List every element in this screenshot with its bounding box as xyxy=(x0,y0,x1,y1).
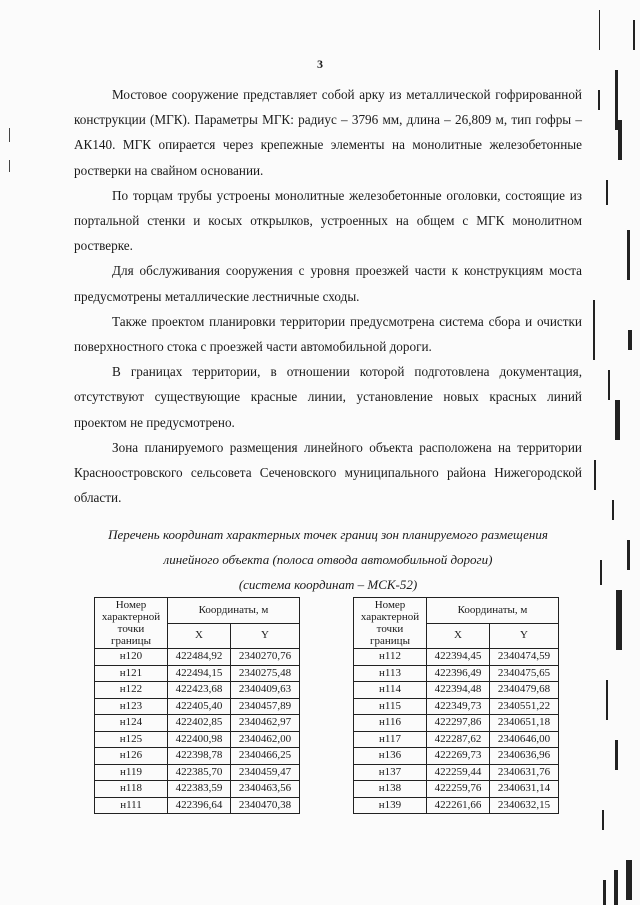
scan-artifact xyxy=(594,460,596,490)
cell-x: 422385,70 xyxy=(168,764,231,781)
scan-artifact xyxy=(615,400,620,440)
cell-x: 422383,59 xyxy=(168,781,231,798)
scan-artifact xyxy=(608,370,610,400)
table-row xyxy=(354,748,559,765)
cell-point: н118 xyxy=(95,781,168,798)
cell-y: 2340457,89 xyxy=(231,698,300,715)
scan-artifact xyxy=(614,870,618,905)
scan-artifact xyxy=(602,810,604,830)
paragraph-red-lines: В границах территории, в отношении которой подготовлена документация, отсутствуют существующие красные линии, установление новых красных линий проектом не предусмотрено. xyxy=(74,364,582,430)
table-row xyxy=(95,715,300,732)
cell-y: 2340270,76 xyxy=(231,649,300,666)
cell-point: н114 xyxy=(354,682,427,699)
cell-y: 2340475,65 xyxy=(490,665,559,682)
header-point: Номер характерной точки границы xyxy=(95,598,168,649)
table-caption xyxy=(74,522,582,597)
cell-x: 422423,68 xyxy=(168,682,231,699)
cell-x: 422259,44 xyxy=(427,764,490,781)
cell-x: 422484,92 xyxy=(168,649,231,666)
cell-x: 422400,98 xyxy=(168,731,231,748)
cell-y: 2340409,63 xyxy=(231,682,300,699)
header-y: Y xyxy=(231,623,300,649)
header-y: Y xyxy=(490,623,559,649)
table-row xyxy=(95,682,300,699)
header-point: Номер характерной точки границы xyxy=(354,598,427,649)
page-number: 3 xyxy=(317,57,323,71)
scan-artifact xyxy=(603,880,606,905)
cell-y: 2340479,68 xyxy=(490,682,559,699)
cell-point: н119 xyxy=(95,764,168,781)
header-coords: Координаты, м xyxy=(427,598,559,624)
paragraph-bridge-structure: Мостовое сооружение представляет собой арку из металлической гофрированной конструкции (МГК). Параметры МГК: радиус – 3796 мм, длина – 26,809 м, тип гофры – АК140. МГК опирается через крепежные элементы на монолитные железобетонные ростверки на свайном основании. xyxy=(74,87,582,178)
cell-y: 2340651,18 xyxy=(490,715,559,732)
cell-y: 2340275,48 xyxy=(231,665,300,682)
cell-x: 422297,86 xyxy=(427,715,490,732)
table-row xyxy=(95,731,300,748)
scan-artifact xyxy=(627,230,630,280)
table-row xyxy=(95,797,300,814)
cell-x: 422494,15 xyxy=(168,665,231,682)
scan-artifact xyxy=(600,560,602,585)
scan-artifact xyxy=(626,860,632,900)
cell-point: н124 xyxy=(95,715,168,732)
scan-artifact xyxy=(606,180,608,205)
cell-y: 2340463,56 xyxy=(231,781,300,798)
table-row xyxy=(354,649,559,666)
table-row xyxy=(354,715,559,732)
table-row xyxy=(95,649,300,666)
scan-artifact xyxy=(606,680,608,720)
coordinates-table-right xyxy=(353,597,559,814)
cell-point: н125 xyxy=(95,731,168,748)
table-row xyxy=(354,781,559,798)
scan-artifact xyxy=(9,160,10,172)
table-row xyxy=(95,748,300,765)
cell-y: 2340459,47 xyxy=(231,764,300,781)
cell-point: н116 xyxy=(354,715,427,732)
cell-point: н136 xyxy=(354,748,427,765)
cell-x: 422259,76 xyxy=(427,781,490,798)
cell-y: 2340462,00 xyxy=(231,731,300,748)
cell-point: н115 xyxy=(354,698,427,715)
cell-x: 422402,85 xyxy=(168,715,231,732)
cell-point: н121 xyxy=(95,665,168,682)
cell-point: н117 xyxy=(354,731,427,748)
cell-x: 422394,45 xyxy=(427,649,490,666)
scan-margin-artifacts xyxy=(580,0,640,905)
cell-x: 422349,73 xyxy=(427,698,490,715)
paragraph-drainage: Также проектом планировки территории предусмотрена система сбора и очистки поверхностного стока с проезжей части автомобильной дороги. xyxy=(74,313,582,355)
table-row xyxy=(95,665,300,682)
scan-artifact xyxy=(633,20,635,50)
cell-x: 422394,48 xyxy=(427,682,490,699)
scan-artifact xyxy=(627,540,630,570)
caption-line-2: линейного объекта (полоса отвода автомобильной дороги) xyxy=(163,552,493,567)
paragraph-stairs: Для обслуживания сооружения с уровня проезжей части к конструкциям моста предусмотрены металлические лестничные сходы. xyxy=(74,263,582,304)
cell-y: 2340636,96 xyxy=(490,748,559,765)
caption-line-3: (система координат – МСК-52) xyxy=(238,577,418,592)
scan-artifact xyxy=(628,330,632,350)
table-row xyxy=(354,764,559,781)
table-row xyxy=(354,698,559,715)
table-row xyxy=(354,797,559,814)
cell-y: 2340632,15 xyxy=(490,797,559,814)
cell-point: н139 xyxy=(354,797,427,814)
cell-y: 2340631,14 xyxy=(490,781,559,798)
coordinates-table-left xyxy=(94,597,300,814)
cell-point: н112 xyxy=(354,649,427,666)
scan-artifact xyxy=(598,90,600,110)
header-x: X xyxy=(168,623,231,649)
cell-x: 422261,66 xyxy=(427,797,490,814)
cell-point: н122 xyxy=(95,682,168,699)
cell-y: 2340646,00 xyxy=(490,731,559,748)
scan-artifact xyxy=(9,128,10,142)
table-row xyxy=(354,682,559,699)
cell-point: н137 xyxy=(354,764,427,781)
paragraph-location: Зона планируемого размещения линейного объекта расположена на территории Красноостровского сельсовета Сеченовского муниципального района Нижегородской области. xyxy=(74,439,582,506)
table-row xyxy=(354,731,559,748)
cell-x: 422287,62 xyxy=(427,731,490,748)
cell-y: 2340462,97 xyxy=(231,715,300,732)
scan-artifact xyxy=(616,590,622,650)
header-coords: Координаты, м xyxy=(168,598,300,624)
cell-point: н111 xyxy=(95,797,168,814)
caption-line-1: Перечень координат характерных точек границ зон планируемого размещения xyxy=(108,527,548,542)
table-row xyxy=(95,698,300,715)
table-row xyxy=(95,781,300,798)
paragraph-headwalls: По торцам трубы устроены монолитные железобетонные оголовки, состоящие из портальной стенки и косых открылков, устроенных на общем с МГК монолитном ростверке. xyxy=(74,187,582,254)
scan-artifact xyxy=(618,120,622,160)
cell-point: н126 xyxy=(95,748,168,765)
cell-point: н113 xyxy=(354,665,427,682)
cell-x: 422405,40 xyxy=(168,698,231,715)
body-text xyxy=(74,82,582,510)
table-row xyxy=(95,764,300,781)
cell-x: 422398,78 xyxy=(168,748,231,765)
scan-artifact xyxy=(593,300,595,360)
cell-x: 422396,64 xyxy=(168,797,231,814)
cell-y: 2340466,25 xyxy=(231,748,300,765)
cell-point: н120 xyxy=(95,649,168,666)
cell-y: 2340551,22 xyxy=(490,698,559,715)
cell-y: 2340474,59 xyxy=(490,649,559,666)
cell-point: н123 xyxy=(95,698,168,715)
cell-x: 422269,73 xyxy=(427,748,490,765)
cell-x: 422396,49 xyxy=(427,665,490,682)
cell-y: 2340470,38 xyxy=(231,797,300,814)
cell-y: 2340631,76 xyxy=(490,764,559,781)
cell-point: н138 xyxy=(354,781,427,798)
scan-artifact xyxy=(599,10,600,50)
table-row xyxy=(354,665,559,682)
scan-artifact xyxy=(612,500,614,520)
header-x: X xyxy=(427,623,490,649)
scan-artifact xyxy=(615,740,618,770)
